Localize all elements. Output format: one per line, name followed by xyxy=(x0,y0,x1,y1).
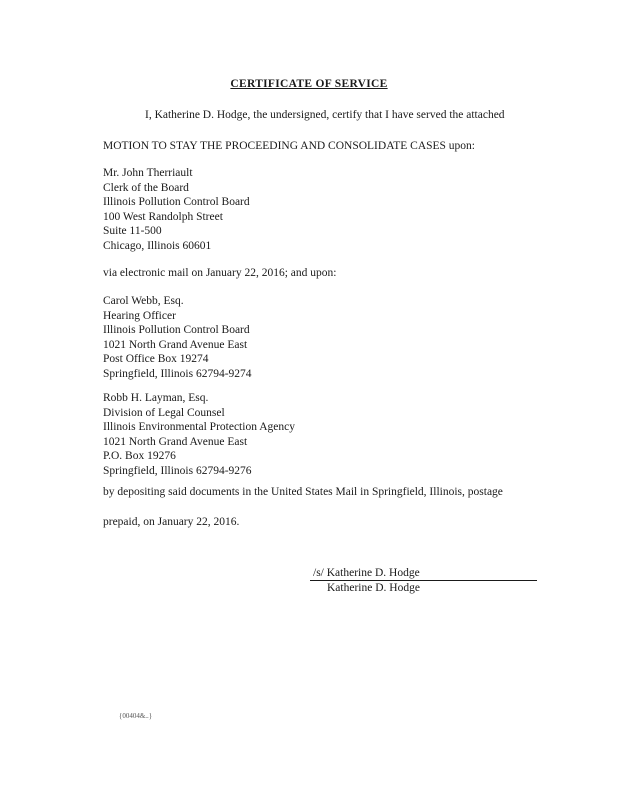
delivery-method-email: via electronic mail on January 22, 2016; and upon: xyxy=(103,267,337,279)
address-line: Mr. John Therriault xyxy=(103,167,193,179)
document-footer-code: {00404&..} xyxy=(119,712,153,720)
address-line: Illinois Pollution Control Board xyxy=(103,324,250,336)
address-line: Hearing Officer xyxy=(103,309,176,322)
address-line: Chicago, Illinois 60601 xyxy=(103,239,212,252)
address-line: 1021 North Grand Avenue East xyxy=(103,338,248,351)
recipient-address-hearing-officer xyxy=(103,294,252,381)
address-line: Illinois Pollution Control Board xyxy=(103,196,250,208)
address-line: Carol Webb, Esq. xyxy=(103,295,184,307)
intro-line: I, Katherine D. Hodge, the undersigned, certify that I have served the attached xyxy=(145,109,505,121)
address-line: Robb H. Layman, Esq. xyxy=(103,392,209,404)
address-line: Post Office Box 19274 xyxy=(103,353,209,365)
signer-name: Katherine D. Hodge xyxy=(327,582,420,594)
page-title: CERTIFICATE OF SERVICE xyxy=(230,78,388,90)
motion-line: MOTION TO STAY THE PROCEEDING AND CONSOLIDATE CASES upon: xyxy=(103,140,476,152)
address-line: P.O. Box 19276 xyxy=(103,450,176,462)
delivery-method-mail: by depositing said documents in the United States Mail in Springfield, Illinois, postage xyxy=(103,486,503,498)
address-line: Springfield, Illinois 62794-9274 xyxy=(103,367,252,380)
electronic-signature: /s/ Katherine D. Hodge xyxy=(313,567,420,579)
address-line: 100 West Randolph Street xyxy=(103,210,223,223)
address-line: Springfield, Illinois 62794-9276 xyxy=(103,464,252,477)
delivery-date-line: prepaid, on January 22, 2016. xyxy=(103,516,240,528)
address-line: Suite 11-500 xyxy=(103,225,162,237)
recipient-address-legal-counsel xyxy=(103,391,295,478)
address-line: Clerk of the Board xyxy=(103,181,189,194)
address-line: Illinois Environmental Protection Agency xyxy=(103,421,295,433)
recipient-address-clerk xyxy=(103,166,250,253)
address-line: 1021 North Grand Avenue East xyxy=(103,435,248,448)
address-line: Division of Legal Counsel xyxy=(103,406,225,419)
